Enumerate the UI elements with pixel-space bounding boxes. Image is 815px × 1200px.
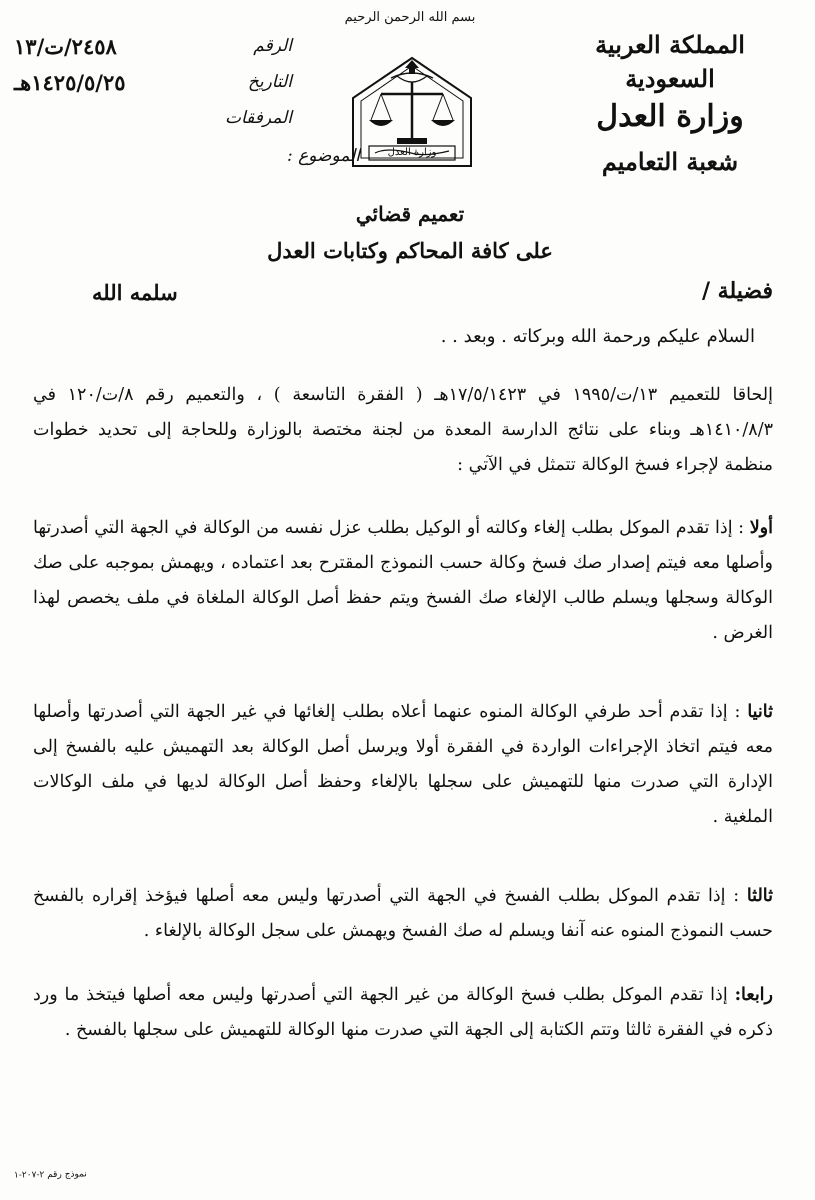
paragraph-third-label: ثالثا [746, 886, 773, 906]
date-value: ١٤٢٥/٥/٢٥هـ [14, 70, 126, 95]
intro-paragraph: إلحاقا للتعميم ١٣/ت/١٩٩٥ في ١٧/٥/١٤٢٣هـ ( الفقرة التاسعة ) ، والتعميم رقم ٨/ت/١٢٠ في ١٤١٠/٨/٣هـ وبناء على نتائج الدارسة المعدة من لجنة مختصة بالوزارة وللحاجة إلى تحديد خطوات منظمة لإجراء فسخ الوكالة تتمثل في الآتي : [33, 385, 773, 475]
number-value: ٢٤٥٨/ت/١٣ [14, 34, 117, 59]
paragraph-third-text: : إذا تقدم الموكل بطلب الفسخ في الجهة التي أصدرتها وليس معه أصلها فيؤخذ إقراره بالفسخ حسب النموذج المنوه عنه آنفا ويسلم له صك الفسخ ويهمش على سجل الوكالة بالإلغاء . [33, 886, 773, 941]
department-name: شعبة التعاميم [601, 147, 739, 176]
greeting: السلام عليكم ورحمة الله وبركاته . وبعد . . [440, 326, 755, 347]
paragraph-first-label: أولا [749, 518, 773, 538]
date-row [10, 70, 310, 106]
emblem-label: وزارة العدل [387, 147, 437, 158]
paragraph-first [33, 511, 773, 651]
paragraph-third [33, 879, 773, 949]
attachments-row [10, 106, 310, 142]
circular-title: تعميم قضائي [355, 202, 465, 226]
paragraph-second-label: ثانيا [747, 702, 773, 722]
date-label: التاريخ [247, 72, 292, 92]
paragraph-second-text: : إذا تقدم أحد طرفي الوكالة المنوه عنهما أعلاه بطلب إلغائها في غير الجهة التي أصدرتها وأصلها معه فيتم اتخاذ الإجراءات الواردة في الفقرة أولا ويرسل أصل الوكالة بعد التهميش عليه بالفسخ إلى الإدارة التي صدرت منها للتهميش على سجلها بالإلغاء وحفظ أصل الوكالة لديها في ملف الوكالات الملغية . [33, 702, 773, 827]
subject-label: الموضوع : [286, 146, 360, 166]
number-label: الرقم [253, 36, 292, 56]
paragraph-first-text: : إذا تقدم الموكل بطلب إلغاء وكالته أو الوكيل بطلب عزل نفسه من الوكالة في الجهة التي أصدرتها وأصلها معه فيتم إصدار صك فسخ وكالة حسب النموذج المقترح بعد اعتماده ، ويهمش بموجبه على صك الوكالة وسجلها ويسلم طالب الإلغاء صك الفسخ ويتم حفظ أصل الوكالة الملغاة في ملف يخصص لهذا الغرض . [33, 518, 773, 643]
letter-meta [10, 34, 310, 142]
kingdom-name: المملكة العربية السعودية [595, 30, 745, 93]
paragraph-second [33, 695, 773, 835]
paragraph-fourth-label: رابعا: [734, 985, 773, 1005]
circular-recipients: على كافة المحاكم وكتابات العدل [267, 238, 553, 263]
basmala: بسم الله الرحمن الرحيم [344, 10, 476, 25]
ministry-name: وزارة العدل [596, 99, 744, 134]
ministry-emblem [347, 54, 477, 174]
paragraph-fourth [33, 978, 773, 1048]
attachments-label: المرفقات [224, 108, 292, 128]
paragraph-fourth-text: إذا تقدم الموكل بطلب فسخ الوكالة من غير الجهة التي أصدرتها وليس معه أصلها فيتخذ ما ورد ذكره في الفقرة ثالثا وتتم الكتابة إلى الجهة التي صدرت منها الوكالة للتهميش على سجلها بالفسخ . [33, 985, 773, 1040]
letterhead-right [555, 28, 785, 180]
blessing: سلمه الله [92, 280, 178, 305]
number-row [10, 34, 310, 70]
addressee: فضيلة / [701, 278, 773, 304]
form-code: نموذج رقم ٢-٢٠٧-١ [13, 1169, 87, 1181]
